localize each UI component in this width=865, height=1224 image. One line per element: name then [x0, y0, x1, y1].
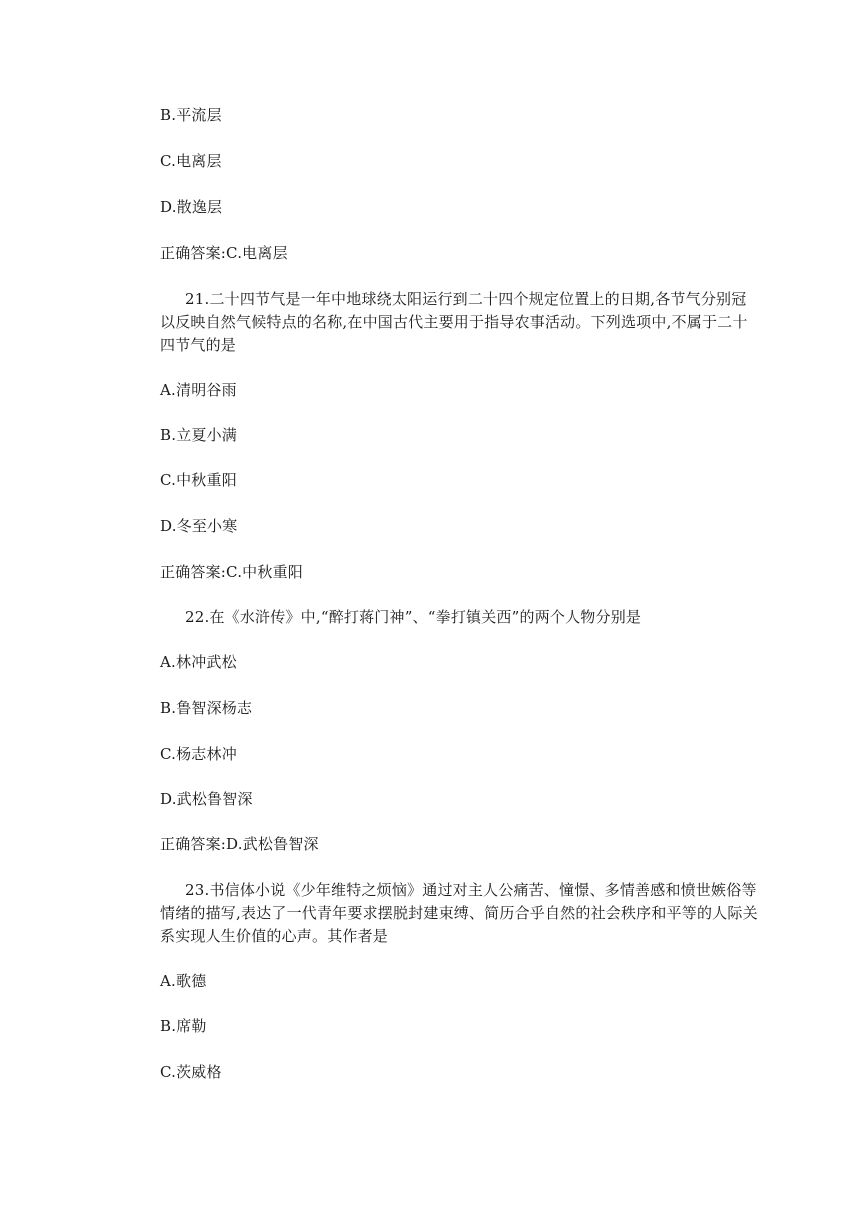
question-23-line-1: 23.书信体小说《少年维特之烦恼》通过对主人公痛苦、憧憬、多情善感和愤世嫉俗等	[185, 881, 757, 899]
answer-22: 正确答案:D.武松鲁智深	[160, 835, 319, 853]
question-22-option-c: C.杨志林冲	[160, 745, 237, 763]
question-23-option-a: A.歌德	[160, 972, 207, 990]
question-21-option-a: A.清明谷雨	[160, 381, 237, 399]
option-d-exosphere: D.散逸层	[160, 198, 223, 216]
question-21-line-1: 21.二十四节气是一年中地球绕太阳运行到二十四个规定位置上的日期,各节气分别冠	[185, 290, 747, 308]
question-21-option-b: B.立夏小满	[160, 426, 237, 444]
question-21-line-3: 四节气的是	[160, 336, 237, 354]
question-22-line-1: 22.在《水浒传》中,“醉打蒋门神”、“拳打镇关西”的两个人物分别是	[185, 608, 642, 626]
question-21-option-d: D.冬至小寒	[160, 517, 238, 535]
question-23-option-c: C.茨威格	[160, 1063, 222, 1081]
option-c-ionosphere: C.电离层	[160, 152, 222, 170]
question-22-option-d: D.武松鲁智深	[160, 790, 253, 808]
question-22-option-b: B.鲁智深杨志	[160, 699, 253, 717]
option-b-stratosphere: B.平流层	[160, 106, 222, 124]
answer-21: 正确答案:C.中秋重阳	[160, 563, 303, 581]
question-23-line-3: 系实现人生价值的心声。其作者是	[160, 927, 389, 945]
question-23-option-b: B.席勒	[160, 1017, 207, 1035]
question-21-line-2: 以反映自然气候特点的名称,在中国古代主要用于指导农事活动。下列选项中,不属于二十	[160, 313, 748, 331]
question-23-line-2: 情绪的描写,表达了一代青年要求摆脱封建束缚、简历合乎自然的社会秩序和平等的人际关	[160, 904, 758, 922]
question-21-option-c: C.中秋重阳	[160, 471, 237, 489]
question-22-option-a: A.林冲武松	[160, 653, 237, 671]
answer-20: 正确答案:C.电离层	[160, 244, 288, 262]
